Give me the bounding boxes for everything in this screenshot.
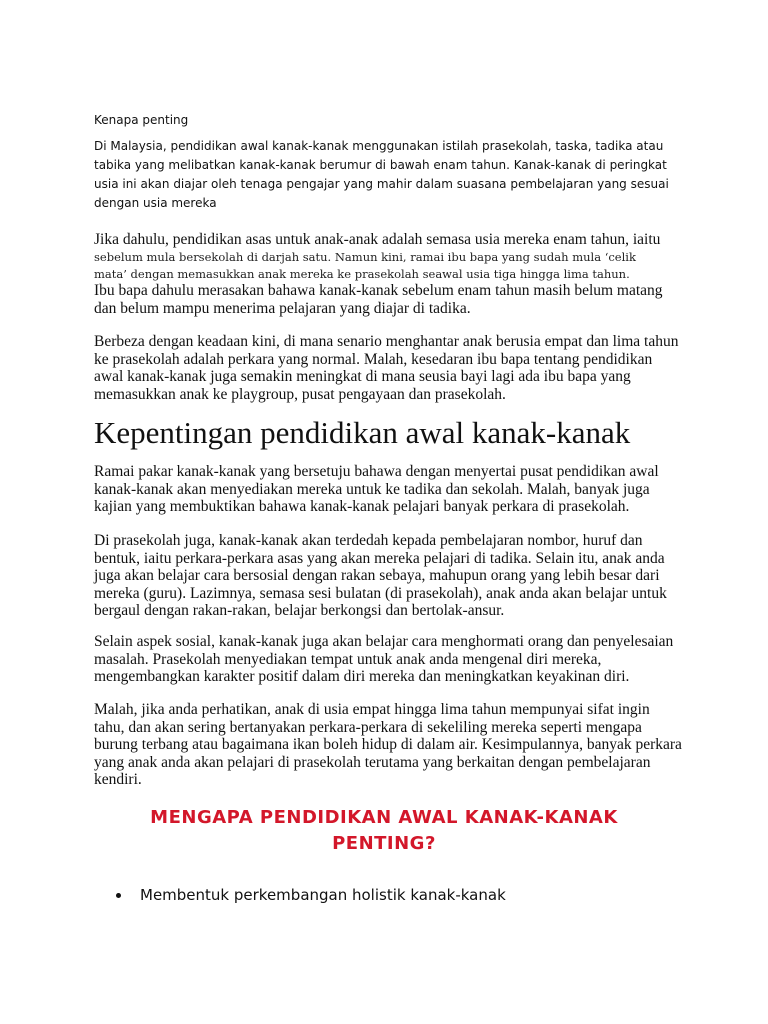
bullet-icon bbox=[116, 893, 121, 898]
paragraph-3: Ramai pakar kanak-kanak yang bersetuju bahawa dengan menyertai pusat pendidikan awal kanak-kanak akan menyediakan mereka untuk ke tadika dan sekolah. Malah, banyak juga kajian yang membuktikan bahawa kanak-kanak pelajari banyak perkara di prasekolah. bbox=[94, 463, 659, 515]
list-item bbox=[110, 884, 670, 906]
paragraph-5: Selain aspek sosial, kanak-kanak juga akan belajar cara menghormati orang dan penyelesaian masalah. Prasekolah menyediakan tempat untuk anak anda mengenal diri mereka, mengembangkan karakter positif dalam diri mereka dan meningkatkan keyakinan diri. bbox=[94, 633, 674, 685]
paragraph-2: Berbeza dengan keadaan kini, di mana senario menghantar anak berusia empat dan lima tahun ke prasekolah adalah perkara yang normal. Malah, kesedaran ibu bapa tentang pendidikan awal kanak-kanak juga semakin meningkat di mana seusia bayi lagi ada ibu bapa yang memasukkan anak ke playgroup, pusat pengayaan dan prasekolah. bbox=[94, 333, 679, 403]
red-section-heading: MENGAPA PENDIDIKAN AWAL KANAK-KANAK PENTING? bbox=[150, 807, 618, 854]
paragraph-6: Malah, jika anda perhatikan, anak di usia empat hingga lima tahun mempunyai sifat ingin tahu, dan akan sering bertanyakan perkara-perkara di sekeliling mereka seperti mengapa burung terbang atau bagaimana ikan boleh hidup di dalam air. Kesimpulannya, banyak perkara yang anak anda akan pelajari di prasekolah terutama yang berkaitan dengan pembelajaran kendiri. bbox=[94, 701, 682, 788]
paragraph-1-line-4: Ibu bapa dahulu merasakan bahawa kanak-kanak sebelum enam tahun masih belum matang dan belum mampu menerima pelajaran yang diajar di tadika. bbox=[94, 282, 663, 317]
section-label: Kenapa penting bbox=[94, 113, 189, 127]
paragraph-1-line-3: mata’ dengan memasukkan anak mereka ke prasekolah seawal usia tiga hingga lima tahun. bbox=[94, 267, 630, 281]
intro-paragraph: Di Malaysia, pendidikan awal kanak-kanak menggunakan istilah prasekolah, taska, tadika atau tabika yang melibatkan kanak-kanak berumur di bawah enam tahun. Kanak-kanak di peringkat usia ini akan diajar oleh tenaga pengajar yang mahir dalam suasana pembelajaran yang sesuai dengan usia mereka bbox=[94, 139, 669, 210]
paragraph-1-line-2: sebelum mula bersekolah di darjah satu. Namun kini, ramai ibu bapa yang sudah mula ‘celik bbox=[94, 250, 636, 264]
bullet-list bbox=[110, 884, 670, 906]
paragraph-4: Di prasekolah juga, kanak-kanak akan terdedah kepada pembelajaran nombor, huruf dan bentuk, iaitu perkara-perkara asas yang akan mereka pelajari di tadika. Selain itu, anak anda juga akan belajar cara bersosial dengan rakan sebaya, mahupun orang yang lebih besar dari mereka (guru). Lazimnya, semasa sesi bulatan (di prasekolah), anak anda akan belajar untuk bergaul dengan rakan-rakan, belajar berkongsi dan bertolak-ansur. bbox=[94, 532, 667, 619]
list-item-text: Membentuk perkembangan holistik kanak-kanak bbox=[140, 886, 506, 904]
main-heading: Kepentingan pendidikan awal kanak-kanak bbox=[94, 415, 631, 450]
paragraph-1-line-1: Jika dahulu, pendidikan asas untuk anak-anak adalah semasa usia mereka enam tahun, iaitu bbox=[94, 231, 661, 248]
